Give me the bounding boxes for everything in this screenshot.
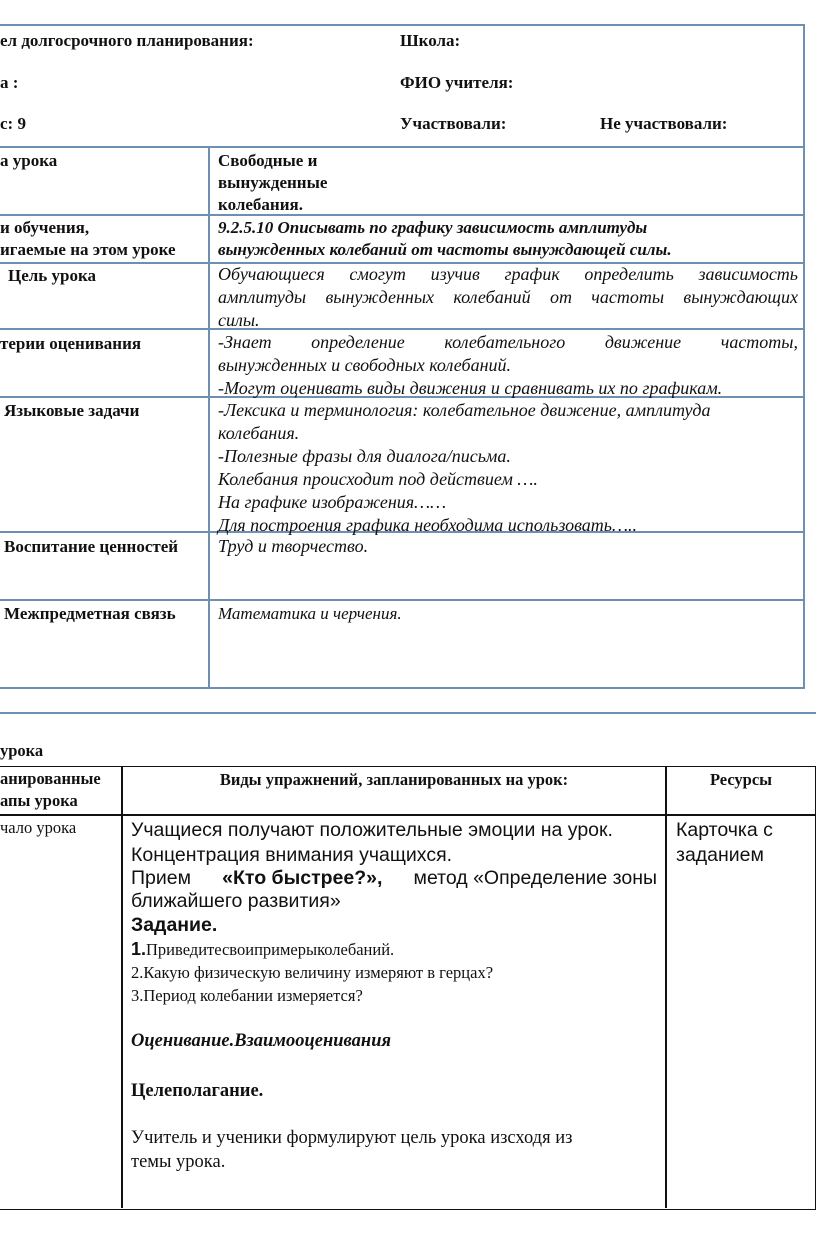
section-label: ел долгосрочного планирования: bbox=[0, 31, 254, 50]
section-divider bbox=[0, 712, 816, 714]
present-label: Участвовали: bbox=[400, 114, 507, 133]
lesson-heading: урока bbox=[0, 741, 44, 760]
task-2: 2.Какую физическую величину измеряют в герцах? bbox=[131, 963, 494, 982]
content-line2: Концентрация внимания учащихся. bbox=[131, 844, 453, 866]
resources-cell: Карточка с заданием bbox=[676, 819, 773, 866]
criteria-value: -Знает определение колебательного движение частоты, вынужденных и свободных колебаний. -Могут оценивать виды движения и сравнивать их по графикам. bbox=[218, 332, 798, 398]
crosscurricular-label: Межпредметная связь bbox=[4, 604, 176, 623]
task-3: 3.Период колебании измеряется? bbox=[131, 986, 363, 1005]
language-value: -Лексика и терминология: колебательное движение, амплитуда колебания. -Полезные фразы для диалога/письма. Колебания происходит под действием …. На графике изображения…… Для построения графика необходима использовать….. bbox=[218, 400, 711, 535]
absent-label: Не участвовали: bbox=[600, 114, 728, 133]
class-label: с: 9 bbox=[0, 114, 26, 133]
values-label: Воспитание ценностей bbox=[4, 537, 179, 556]
topic-label: а урока bbox=[0, 151, 58, 170]
goal-label: Цель урока bbox=[8, 266, 97, 285]
method-line: Прием «Кто быстрее?», метод «Определение зоны bbox=[131, 867, 657, 889]
content-line1: Учащиеся получают положительные эмоции на урок. bbox=[131, 819, 613, 841]
school-label: Школа: bbox=[400, 31, 461, 50]
final-text: Учитель и ученики формулируют цель урока изсходя из темы урока. bbox=[131, 1128, 573, 1172]
topic-value: Свободные и вынужденные колебания. bbox=[218, 151, 328, 214]
values-value: Труд и творчество. bbox=[218, 536, 369, 556]
method-line2: ближайшего развития» bbox=[131, 890, 341, 912]
language-label: Языковые задачи bbox=[4, 401, 140, 420]
date-label: а : bbox=[0, 73, 19, 92]
resources-header: Ресурсы bbox=[709, 770, 773, 789]
task-1: 1.Приведитесвоипримерыколебаний. bbox=[131, 939, 395, 959]
teacher-label: ФИО учителя: bbox=[400, 73, 514, 92]
criteria-label: терии оценивания bbox=[0, 334, 142, 353]
task-title: Задание. bbox=[131, 914, 218, 936]
stage-start: чало урока bbox=[0, 818, 77, 837]
objectives-value: 9.2.5.10 Описывать по графику зависимость амплитуды вынужденных колебаний от частоты вынуждающей силы. bbox=[218, 218, 672, 259]
goal-value: Обучающиеся смогут изучив график определить зависимость амплитуды вынужденных колебаний от частоты вынуждающих силы. bbox=[218, 264, 798, 330]
crosscurricular-value: Математика и черчения. bbox=[218, 604, 402, 623]
assessment-heading: Оценивание.Взаимооценивания bbox=[131, 1031, 392, 1051]
goal-setting-heading: Целеполагание. bbox=[131, 1081, 264, 1101]
objectives-label: и обучения, игаемые на этом уроке bbox=[0, 218, 176, 259]
stages-header: анированные апы урока bbox=[0, 769, 101, 810]
exercises-header: Виды упражнений, запланированных на урок: bbox=[219, 770, 569, 789]
